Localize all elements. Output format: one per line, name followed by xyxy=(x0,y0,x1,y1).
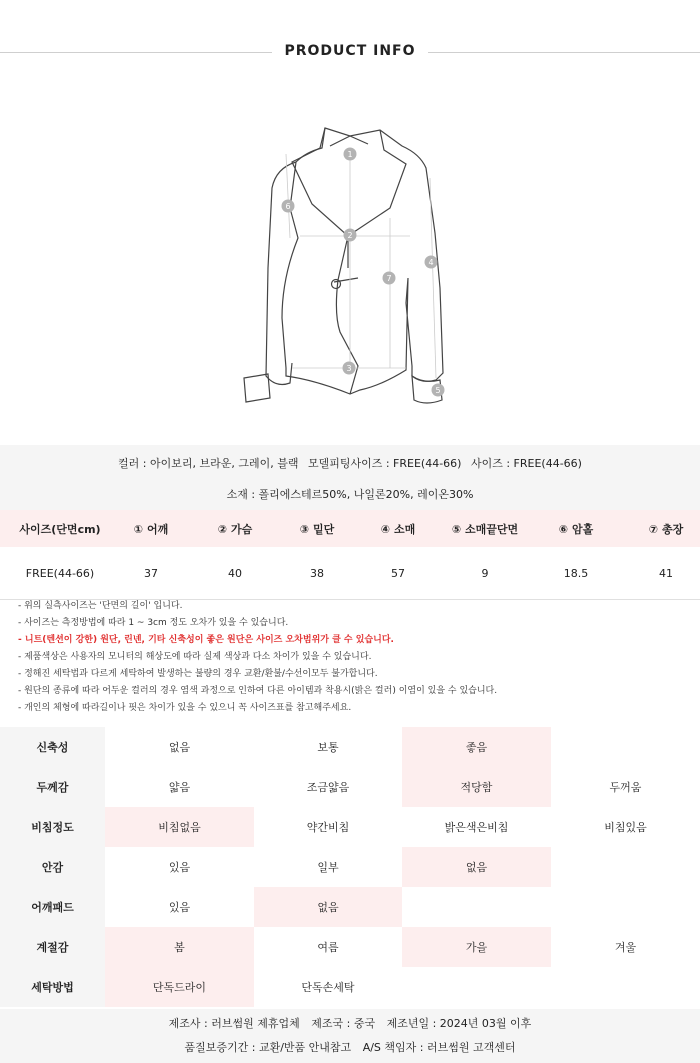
size-header-cell: ③ 밑단 xyxy=(299,522,335,536)
char-label: 계절감 xyxy=(0,927,105,967)
char-option: 여름 xyxy=(317,941,339,954)
diagram-marker-7 xyxy=(383,272,396,285)
char-row-shoulder-pad xyxy=(0,887,700,927)
size-value-cell: 40 xyxy=(228,566,242,580)
size-value-cell: 41 xyxy=(659,566,673,580)
footer-country: 제조국 : 중국 xyxy=(311,1017,376,1030)
char-option: 밝은색은비침 xyxy=(444,821,509,834)
diagram-marker-2 xyxy=(344,229,357,242)
footer-as: A/S 책임자 : 러브썸원 고객센터 xyxy=(362,1041,516,1054)
char-option-selected: 없음 xyxy=(402,847,551,887)
footer-info xyxy=(0,1009,700,1063)
size-header-cell: ④ 소매 xyxy=(380,522,416,536)
product-info-box xyxy=(0,445,700,510)
size-value-cell: 37 xyxy=(144,566,158,580)
header-divider-left xyxy=(0,52,272,53)
char-option-selected: 비침없음 xyxy=(105,807,254,847)
size-value-cell: 38 xyxy=(310,566,324,580)
char-option xyxy=(402,967,551,1007)
section-title: PRODUCT INFO xyxy=(284,43,416,59)
note-item: - 정해진 세탁법과 다르게 세탁하여 발생하는 불량의 경우 교환/환불/수선이모두 불가합니다. xyxy=(18,669,378,679)
diagram-marker-3 xyxy=(343,362,356,375)
char-option: 얇음 xyxy=(168,781,191,794)
char-label: 안감 xyxy=(0,847,105,887)
size-table-header xyxy=(0,510,700,547)
char-row-season xyxy=(0,927,700,967)
char-row-stretch xyxy=(0,727,700,767)
footer-row-maker xyxy=(0,1015,700,1031)
char-option xyxy=(402,887,551,927)
char-option: 없음 xyxy=(168,741,191,754)
note-item-warning: - 니트(텐션이 강한) 원단, 린넨, 기타 신축성이 좋은 원단은 사이즈 오차범위가 클 수 있습니다. xyxy=(18,635,394,645)
char-option xyxy=(551,847,700,887)
size-table-row xyxy=(0,547,700,600)
char-option: 약간비침 xyxy=(306,821,350,834)
char-row-lining xyxy=(0,847,700,887)
notes-list xyxy=(18,598,688,717)
diagram-marker-5 xyxy=(432,384,445,397)
char-option-selected: 봄 xyxy=(105,927,254,967)
note-item: - 개인의 체형에 따라길이나 핏은 차이가 있을 수 있으니 꼭 사이즈표를 참고해주세요. xyxy=(18,703,352,713)
char-option: 겨울 xyxy=(614,941,637,954)
info-row-colors xyxy=(0,455,700,471)
size-value-cell: 9 xyxy=(481,566,489,580)
char-option xyxy=(551,887,700,927)
info-material: 소재 : 폴리에스테르50%, 나일론20%, 레이온30% xyxy=(226,488,474,501)
char-option-selected: 단독드라이 xyxy=(105,967,254,1007)
char-option: 있음 xyxy=(168,901,191,914)
info-model-size: 모델피팅사이즈 : FREE(44-66) xyxy=(307,457,462,470)
char-row-washing xyxy=(0,967,700,1007)
jacket-illustration xyxy=(230,118,470,408)
size-header-cell: ① 어깨 xyxy=(133,522,169,536)
diagram-marker-6 xyxy=(282,200,295,213)
footer-maker: 제조사 : 러브썸원 제휴업체 xyxy=(168,1017,300,1030)
footer-row-warranty xyxy=(0,1039,700,1055)
section-header xyxy=(0,0,700,106)
svg-text:1: 1 xyxy=(347,150,353,159)
note-item: - 위의 실측사이즈는 '단면의 길이' 입니다. xyxy=(18,601,183,611)
char-label: 비침정도 xyxy=(0,807,105,847)
char-option-selected: 적당함 xyxy=(402,767,551,807)
svg-text:6: 6 xyxy=(285,202,291,211)
svg-text:4: 4 xyxy=(428,258,434,267)
header-divider-right xyxy=(428,52,700,53)
char-option xyxy=(551,727,700,767)
note-item: - 제품색상은 사용자의 모니터의 해상도에 따라 실제 색상과 다소 차이가 있을 수 있습니다. xyxy=(18,652,372,662)
char-option: 조금얇음 xyxy=(306,781,350,794)
char-row-thickness xyxy=(0,767,700,807)
size-header-cell: ② 가슴 xyxy=(217,522,253,536)
char-option: 단독손세탁 xyxy=(301,981,355,994)
diagram-marker-1 xyxy=(344,148,357,161)
note-item: - 사이즈는 측정방법에 따라 1 ~ 3cm 정도 오차가 있을 수 있습니다. xyxy=(18,618,289,628)
size-value-cell: 57 xyxy=(391,566,405,580)
char-option-selected: 없음 xyxy=(254,887,402,927)
footer-warranty: 품질보증기간 : 교환/반품 안내참고 xyxy=(184,1041,352,1054)
characteristics-table xyxy=(0,727,700,1007)
svg-text:7: 7 xyxy=(386,274,392,283)
footer-date: 제조년일 : 2024년 03월 이후 xyxy=(386,1017,532,1030)
svg-text:5: 5 xyxy=(435,386,441,395)
char-option: 있음 xyxy=(168,861,191,874)
char-option: 보통 xyxy=(317,741,339,754)
size-header-cell: ⑥ 암홀 xyxy=(558,522,594,536)
char-option-selected: 좋음 xyxy=(402,727,551,767)
info-size: 사이즈 : FREE(44-66) xyxy=(470,457,582,470)
info-color: 컬러 : 아이보리, 브라운, 그레이, 블랙 xyxy=(118,457,299,470)
size-value-cell: 18.5 xyxy=(563,566,589,580)
char-row-sheerness xyxy=(0,807,700,847)
note-item: - 원단의 종류에 따라 어두운 컬러의 경우 염색 과정으로 인하여 다른 아이템과 착용시(밝은 컬러) 이염이 있을 수 있습니다. xyxy=(18,686,498,696)
size-table xyxy=(0,510,700,600)
char-option-selected: 가을 xyxy=(402,927,551,967)
char-option: 두꺼움 xyxy=(609,781,642,794)
svg-text:3: 3 xyxy=(346,364,352,373)
svg-text:2: 2 xyxy=(347,231,353,240)
size-header-cell: ⑦ 총장 xyxy=(648,522,684,536)
char-option xyxy=(551,967,700,1007)
size-header-cell: 사이즈(단면cm) xyxy=(19,522,101,536)
size-value-cell: FREE(44-66) xyxy=(25,566,95,580)
char-label: 신축성 xyxy=(0,727,105,767)
char-label: 세탁방법 xyxy=(0,967,105,1007)
char-label: 두께감 xyxy=(0,767,105,807)
info-row-material xyxy=(0,486,700,502)
char-option: 일부 xyxy=(317,861,339,874)
char-option: 비침있음 xyxy=(604,821,647,834)
char-label: 어깨패드 xyxy=(0,887,105,927)
size-header-cell: ⑤ 소매끝단면 xyxy=(451,522,519,536)
diagram-marker-4 xyxy=(425,256,438,269)
